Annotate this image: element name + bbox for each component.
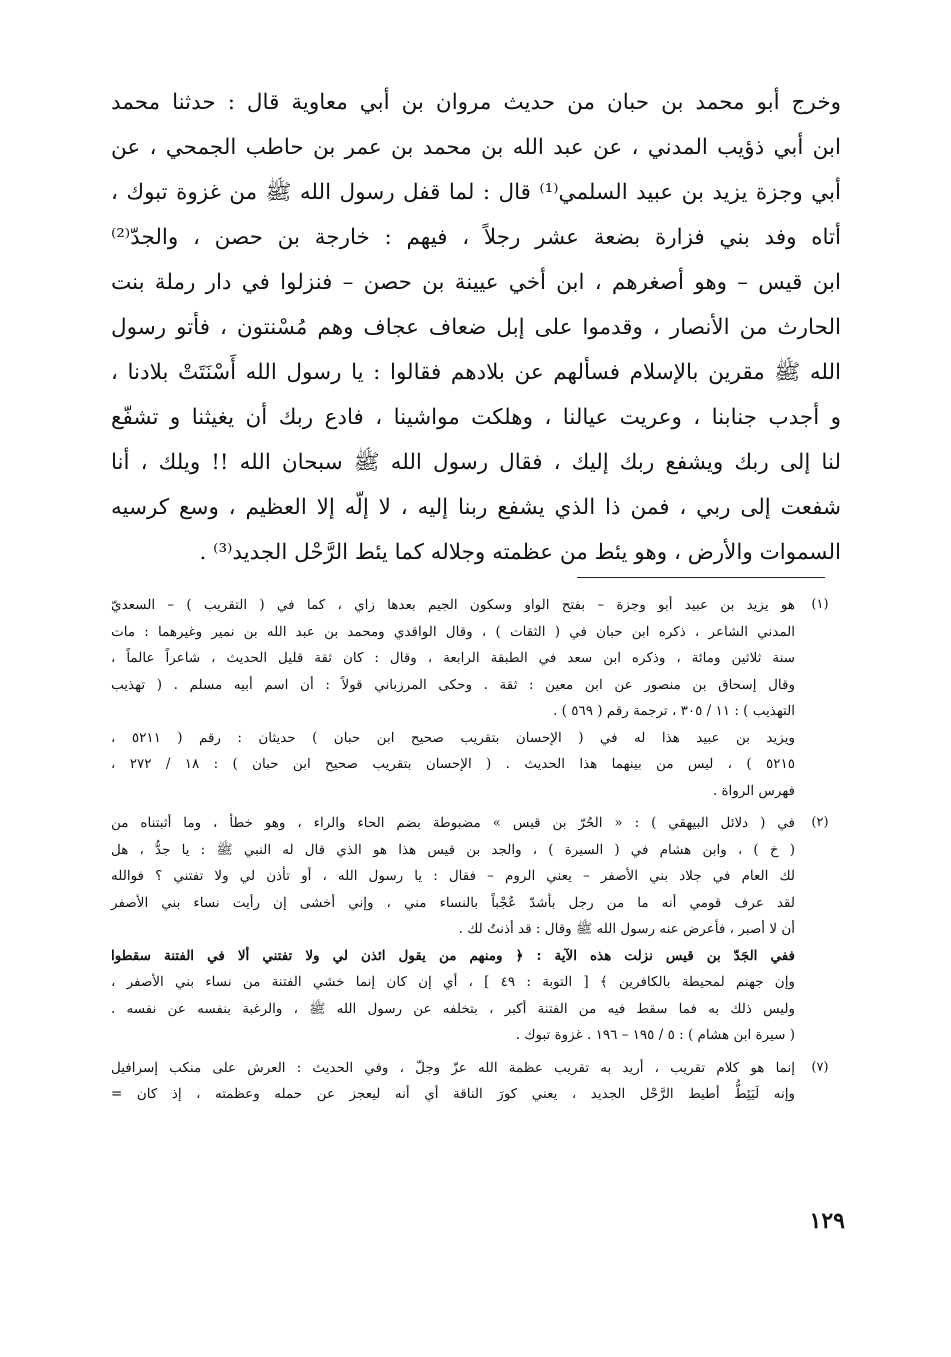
- footnote-line: وقال إسحاق بن منصور عن ابن معين : ثقة . وحكى المرزباني قولاً : أن اسم أبيه مسلم . ( تهذيب: [111, 676, 795, 693]
- footnote-line: في ( دلائل البيهقي ) : « الحُرّ بن قيس » مضبوطة بضم الحاء والراء ، وهو خطأ ، وما أثبتناه من: [111, 815, 795, 831]
- footnote-number: (١): [811, 597, 829, 612]
- footnote-line: ويزيد بن عبيد هذا له في ( الإحسان بتقريب صحيح ابن حبان ) حديثان : رقم ( ٥٢١١ ،: [111, 729, 796, 746]
- main-text-line: الحارث من الأنصار ، وقدموا على إبل ضعاف عجاف وهم مُسْنتون ، فأتو رسول: [111, 315, 841, 340]
- main-text-line: ابن أبي ذؤيب المدني ، عن عبد الله بن محمد بن عمر بن حاطب الجمحي ، عن: [111, 135, 841, 160]
- main-text-line: ابن قيس – وهو أصغرهم ، ابن أخي عيينة بن حصن – فنزلوا في دار رملة بنت: [111, 270, 841, 295]
- main-text-line: لنا إلى ربك ويشفع ربك إليك ، فقال رسول الله ﷺ سبحان الله !! ويلك ، أنا: [111, 450, 841, 475]
- footnote-line: وإن جهنم لمحيطة بالكافرين ﴾ [ التوبة : ٤٩ ] ، أي إن كان إنما خشي الفتنة من نساء بني الأصفر ،: [111, 974, 795, 990]
- footnote-line: سنة ثلاثين ومائة ، وذكره ابن سعد في الطبقة الرابعة ، وقال : كان ثقة قليل الحديث ، شاعراً عالماً ،: [111, 650, 795, 666]
- main-text-line: وخرج أبو محمد بن حبان من حديث مروان بن أبي معاوية قال : حدثنا محمد: [111, 90, 841, 115]
- footnote-line: المدني الشاعر ، ذكره ابن حبان في ( الثقات ) ، وقال الواقدي ومحمد بن عبد الله بن نمير وغيرهما : مات: [111, 623, 795, 640]
- footnote-line: هو يزيد بن عبيد أبو وجزة – بفتح الواو وسكون الجيم بعدها زاي ، كما في ( التقريب ) – السعديّ: [111, 597, 795, 613]
- footnote-line: ( خ ) ، وابن هشام في ( السيرة ) ، والجد بن قيس هذا هو الذي قال له النبي ﷺ : يا جدُّ ، هل: [111, 841, 795, 858]
- footnote-line: ٥٢١٥ ) ، ليس من بينهما هذا الحديث . ( الإحسان بتقريب صحيح ابن حبان ) : ١٨ / ٢٧٢ ،: [111, 756, 795, 772]
- main-text-line: أتاه وفد بني فزارة بضعة عشر رجلاً ، فيهم : خارجة بن حصن ، والجدّ⁽²⁾: [111, 225, 841, 250]
- footnote-line: التهذيب ) : ١١ / ٣٠٥ ، ترجمة رقم ( ٥٦٩ ) .: [553, 703, 795, 719]
- footnote-line: وإنه لَيَئِطُّ أطيط الرَّحْل الجديد ، يعني كورَ الناقة أي أنه ليعجز عن حمله وعظمته ، إذ كان =: [111, 1086, 795, 1102]
- footnote-separator: [577, 577, 825, 578]
- footnote-1: [111, 592, 841, 804]
- footnote-line: إنما هو كلام تقريب ، أريد به تقريب عظمة الله عزّ وجلّ ، وفي الحديث : العرش على منكب إسرافيل: [111, 1059, 795, 1076]
- main-text-line: شفعت إلى ربي ، فمن ذا الذي يشفع ربنا إليه ، لا إلّه إلا العظيم ، وسع كرسيه: [111, 495, 841, 520]
- footnotes: [111, 592, 841, 1108]
- main-text-line: و أجدب جنابنا ، وعريت عيالنا ، وهلكت مواشينا ، فادع ربك أن يغيثنا و تشفّع: [111, 405, 841, 430]
- page-number: ١٢٩: [809, 1208, 845, 1234]
- main-text-line: الله ﷺ مقرين بالإسلام فسألهم عن بلادهم فقالوا : يا رسول الله أَسْنَتَتْ بلادنا ،: [111, 360, 841, 385]
- footnote-2: [111, 810, 841, 1049]
- footnote-line: أن لا أصبر ، فأعرض عنه رسول الله ﷺ وقال : قد أذنتُ لك .: [458, 921, 795, 937]
- footnote-line: لك العام في جلاد بني الأصفر – يعني الروم – فقال : يا رسول الله ، أو تأذن لي ولا تفتني ؟ فوالله: [111, 868, 795, 884]
- footnote-number: (٢): [811, 815, 829, 830]
- footnote-line: ( سيرة ابن هشام ) : ٥ / ١٩٥ – ١٩٦ . غزوة تبوك .: [515, 1027, 795, 1043]
- footnote-number: (٧): [811, 1059, 829, 1075]
- footnote-line: لقد عرف قومي أنه ما من رجل بأشدّ عُجْباً بالنساء مني ، وإني أخشى إن رأيت نساء بني الأصفر: [111, 894, 795, 911]
- footnote-3: [111, 1055, 841, 1108]
- quran-verse-line: ففي الجَدّ بن قيس نزلت هذه الآية : ﴿ ومنهم من يقول ائذن لي ولا تفتني ألا في الفتنة سقطوا: [111, 947, 795, 964]
- footnote-line: فهرس الرواة .: [712, 782, 795, 799]
- main-text-line: السموات والأرض ، وهو يئط من عظمته وجلاله كما يئط الرَّحْل الجديد⁽³⁾ .: [199, 540, 841, 565]
- footnote-line: وليس ذلك به فما سقط فيه من الفتنة أكبر ، بتخلفه عن رسول الله ﷺ ، والرغبة بنفسه عن نفسه .: [111, 1000, 795, 1017]
- main-text-line: أبي وجزة يزيد بن عبيد السلمي⁽¹⁾ قال : لما قفل رسول الله ﷺ من غزوة تبوك ،: [111, 180, 841, 205]
- main-text: [111, 80, 841, 575]
